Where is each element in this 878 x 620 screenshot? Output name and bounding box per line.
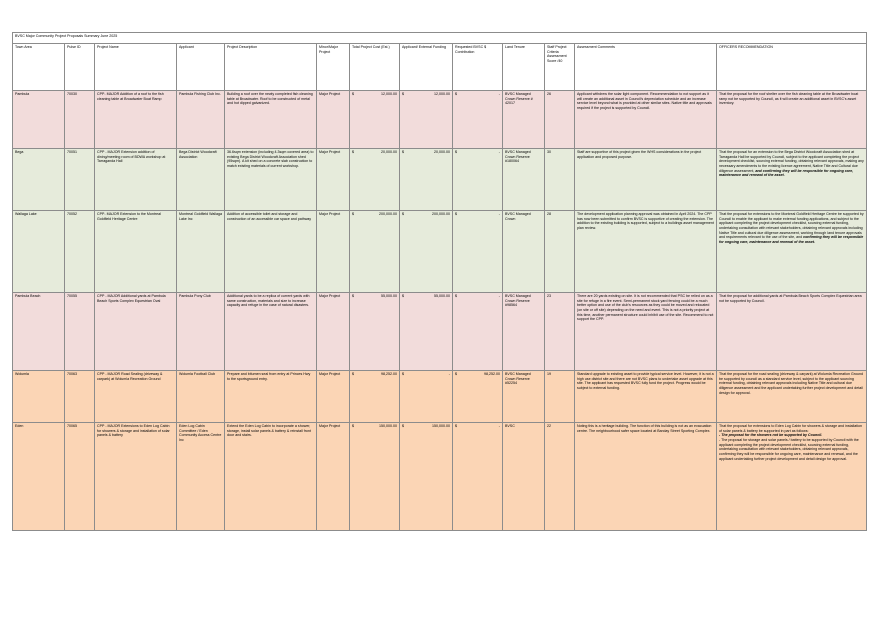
- cell-bvsc-contribution: [453, 149, 503, 211]
- table-row[interactable]: [13, 211, 867, 293]
- column-header-officers-recommendation: OFFICERS RECOMMENDATION: [717, 44, 867, 91]
- cell-assessment-comments: Staff are supportive of this project given the WHS considerations in the project application and proposed purpose.: [575, 149, 717, 211]
- cell-bvsc-contribution-symbol: $: [455, 372, 457, 376]
- cell-land-tenure: BVSC Managed Crown Reserve #98564: [503, 293, 545, 371]
- cell-applicant: Pambula Pony Club: [177, 293, 225, 371]
- table-body: [13, 91, 867, 531]
- cell-minor-major: Major Project: [317, 423, 350, 531]
- table-row[interactable]: [13, 293, 867, 371]
- column-header-bvsc-contribution: Requested BVSC $ Contribution: [453, 44, 503, 91]
- cell-staff-score: 26: [545, 91, 575, 149]
- cell-total-cost-amount: 150,000.00: [379, 424, 397, 428]
- cell-land-tenure: BVSC Managed Crown Reserve #52254: [503, 371, 545, 423]
- cell-minor-major: Major Project: [317, 293, 350, 371]
- table-row[interactable]: [13, 149, 867, 211]
- cell-applicant: Montreal Goldfield Wallaga Lake Inc: [177, 211, 225, 293]
- cell-minor-major: Major Project: [317, 149, 350, 211]
- cell-total-cost-amount: 55,000.00: [381, 294, 397, 298]
- cell-pulse-id: 70030: [65, 91, 95, 149]
- cell-staff-score: 19: [545, 371, 575, 423]
- cell-external-funding-amount: 200,000.00: [432, 212, 450, 216]
- cell-town-area: Bega: [13, 149, 65, 211]
- cell-project-description: Prepare and bitumen seal from entry at Princes Hwy to the sportsground entry.: [225, 371, 317, 423]
- column-header-minor-major: Minor/Major Project: [317, 44, 350, 91]
- cell-town-area: Pambula: [13, 91, 65, 149]
- cell-bvsc-contribution-amount: -: [498, 212, 500, 216]
- recommendation-bullet-1: - The proposal for the showers not be supported by Council.: [719, 433, 823, 438]
- cell-external-funding-symbol: $: [402, 212, 404, 216]
- cell-external-funding: [400, 371, 453, 423]
- cell-bvsc-contribution-amount: -: [498, 150, 500, 154]
- cell-project-name: CPP- MAJOR Addition of a roof to the fish cleaning table at Broadwater Boat Ramp: [95, 91, 177, 149]
- cell-total-cost-symbol: $: [352, 372, 354, 376]
- cell-external-funding-amount: 150,000.00: [432, 424, 450, 428]
- cell-staff-score: 30: [545, 149, 575, 211]
- cell-total-cost-amount: 20,000.00: [381, 150, 397, 154]
- recommendation-text: That the proposal for extensions to the Montreal Goldfield Heritage Centre be supported by Council to enable the applicant to make external funding applications, and subject to the applicant completing the project development checklist, sourcing external funding, undertaking consultation with relevant stakeholders, obtaining relevant approvals including Native Title and cultural due diligence assessment, working through land tenure approvals and requirements relevant to the use of the site, and: [719, 212, 864, 240]
- cell-assessment-comments: Standard upgrade to existing asset to provide typical service level. However, it is not a high use district site and there are not BVSC plans to undertake asset upgrade at this site. The applicant has requested BVSC fully fund the project. Progress would be subject to external funding.: [575, 371, 717, 423]
- cell-pulse-id: 70065: [65, 423, 95, 531]
- cell-total-cost-symbol: $: [352, 212, 354, 216]
- cell-total-cost-symbol: $: [352, 424, 354, 428]
- cell-project-description: Addition of accessible toilet and storage and construction of an accessible car space and pathway: [225, 211, 317, 293]
- table-row[interactable]: [13, 371, 867, 423]
- recommendation-emphasis: confirming they will be responsible for ongoing care, maintenance and renewal of the asset.: [719, 235, 864, 245]
- column-header-staff-score: Staff Project Criteria Assessment Score /40: [545, 44, 575, 91]
- cell-bvsc-contribution-symbol: $: [455, 424, 457, 428]
- cell-applicant: Pambula Fishing Club Inc.: [177, 91, 225, 149]
- cell-external-funding-symbol: $: [402, 150, 404, 154]
- cell-officers-recommendation: That the proposal for the road sealing (driveway & carpark) at Wolumla Recreation Ground be supported by council as a standard service level, subject to the applicant sourcing external funding, obtaining relevant approvals including Native Title and cultural due diligence assessment and the applicant undertaking further project development and detail design for approval.: [717, 371, 867, 423]
- cell-pulse-id: 70063: [65, 371, 95, 423]
- cell-minor-major: Major Project: [317, 211, 350, 293]
- spreadsheet-sheet: [12, 32, 866, 531]
- cell-total-cost: [350, 293, 400, 371]
- cell-assessment-comments: Applicant withdrew the solar light component. Recommendation to not support as it will create an additional asset in Council's depreciation schedule and an increase service level beyond what is provided at other similar sites. Native title and approvals required if the project is supported by Council.: [575, 91, 717, 149]
- cell-total-cost-amount: 12,000.00: [381, 92, 397, 96]
- cell-external-funding: [400, 423, 453, 531]
- cell-project-name: CPP - MAJOR Extension addition of dining/meeting room of BDWA workshop at Tarraganda Hall: [95, 149, 177, 211]
- cell-assessment-comments: There are 20 yards existing on site. It is not recommended that PSC be relied on as a site for refuge in a fire event. Semi-permanent stock yard fencing could be a much better option and use of the club's resources as they could be moved and relocated (on site or off site) depending on the need and event. This is not a priority project at this time, another permanent structure could inhibit use of the site. Recommend to not support the CPP.: [575, 293, 717, 371]
- column-header-pulse-id: Pulse ID: [65, 44, 95, 91]
- cell-project-description: Additional yards to be a replica of current yards with same construction, materials and size to increase capacity and refuge in the case of natural disasters.: [225, 293, 317, 371]
- column-header-total-cost: Total Project Cost (Est.): [350, 44, 400, 91]
- cell-assessment-comments: The development application planning approval was obtained in April 2024. The CPP has now been submitted to confirm BVSC is supportive of creating the extension. The addition to the existing building is supported, subject to a buildings asset management plan review.: [575, 211, 717, 293]
- cell-staff-score: 22: [545, 423, 575, 531]
- cell-external-funding: [400, 91, 453, 149]
- cell-bvsc-contribution: [453, 423, 503, 531]
- cell-project-name: CPP- MAJOR Extension to the Montreal Goldfield Heritage Centre: [95, 211, 177, 293]
- cell-external-funding-amount: -: [448, 372, 450, 376]
- cell-bvsc-contribution-amount: -: [498, 92, 500, 96]
- cell-town-area: Wolumla: [13, 371, 65, 423]
- cell-total-cost: [350, 149, 400, 211]
- cell-project-description: Building a roof over the newly completed fish cleaning table at Broadwater. Roof to be constructed of metal and hot dipped galvanized.: [225, 91, 317, 149]
- cell-bvsc-contribution: [453, 293, 503, 371]
- cell-assessment-comments: Noting this is a heritage building. The function of this building is not as an evacuation centre. The neighbourhood safer space located at Barclay Street Sporting Complex.: [575, 423, 717, 531]
- cell-minor-major: Major Project: [317, 371, 350, 423]
- column-header-external-funding: Applicant/ External Funding: [400, 44, 453, 91]
- cell-staff-score: 23: [545, 293, 575, 371]
- proposals-table: [12, 32, 867, 531]
- cell-applicant: Wolumla Football Club: [177, 371, 225, 423]
- cell-bvsc-contribution-amount: 98,252.00: [484, 372, 500, 376]
- column-header-project-name: Project Name: [95, 44, 177, 91]
- cell-bvsc-contribution-amount: -: [498, 294, 500, 298]
- cell-officers-recommendation: That the proposal for additional yards at Pambula Beach Sports Complex Equestrian area not be supported by Council.: [717, 293, 867, 371]
- cell-pulse-id: 70052: [65, 211, 95, 293]
- cell-land-tenure: BVSC: [503, 423, 545, 531]
- cell-total-cost-amount: 98,252.00: [381, 372, 397, 376]
- cell-external-funding-symbol: $: [402, 424, 404, 428]
- cell-project-description: 36.6sqm extension (including 4.3sqm covered area) to existing Bega District Woodcraft Association shed (95sqm). A kit shed on a concrete slab construction to match existing materials of current workshop.: [225, 149, 317, 211]
- cell-external-funding-amount: 12,000.00: [434, 92, 450, 96]
- cell-pulse-id: 70055: [65, 293, 95, 371]
- cell-total-cost: [350, 371, 400, 423]
- cell-land-tenure: BVSC Managed Crown Reserve #180064: [503, 149, 545, 211]
- cell-applicant: Bega District Woodcraft Association: [177, 149, 225, 211]
- cell-bvsc-contribution-symbol: $: [455, 92, 457, 96]
- table-row[interactable]: [13, 91, 867, 149]
- cell-external-funding: [400, 149, 453, 211]
- column-header-applicant: Applicant: [177, 44, 225, 91]
- cell-total-cost-symbol: $: [352, 150, 354, 154]
- cell-external-funding-amount: 20,000.00: [434, 150, 450, 154]
- cell-external-funding-symbol: $: [402, 92, 404, 96]
- column-header-land-tenure: Land Tenure: [503, 44, 545, 91]
- cell-external-funding-symbol: $: [402, 294, 404, 298]
- column-header-assessment-comments: Assessment Comments: [575, 44, 717, 91]
- cell-total-cost: [350, 423, 400, 531]
- cell-officers-recommendation: That the proposal for the roof shelter over the fish cleaning table at the Broadwater boat ramp not be supported by Council, as it will create an additional asset in BVSC's asset inventory.: [717, 91, 867, 149]
- cell-bvsc-contribution-symbol: $: [455, 150, 457, 154]
- cell-bvsc-contribution-symbol: $: [455, 294, 457, 298]
- cell-land-tenure: BVSC Managed Crown: [503, 211, 545, 293]
- cell-pulse-id: 70051: [65, 149, 95, 211]
- cell-applicant: Eden Log Cabin Committee / Eden Community Access Centre Inc: [177, 423, 225, 531]
- document-title-row: [13, 33, 867, 44]
- cell-bvsc-contribution: [453, 371, 503, 423]
- cell-bvsc-contribution: [453, 211, 503, 293]
- table-row[interactable]: [13, 423, 867, 531]
- cell-officers-recommendation: [717, 211, 867, 293]
- column-header-town-area: Town Area: [13, 44, 65, 91]
- document-title: BVSC Major Community Project Proposals Summary June 2025: [13, 33, 867, 44]
- cell-project-name: CPP - MAJOR Additional yards at Pambula Beach Sports Complex Equestrian Oval: [95, 293, 177, 371]
- cell-town-area: Pambula Beach: [13, 293, 65, 371]
- recommendation-text: That the proposal for an extension to the Bega District Woodcraft Association shed at Tarraganda Hall be supported by Council, subject to the applicant completing the project development checklist, sourcing external funding, obtaining relevant approvals, making any necessary amendments to the existing licence agreement, Native Title and Cultural due diligence assessment,: [719, 150, 864, 173]
- cell-external-funding-symbol: $: [402, 372, 404, 376]
- cell-project-name: CPP - MAJOR Road Sealing (driveway & carpark) at Wolumla Recreation Ground: [95, 371, 177, 423]
- cell-town-area: Wallaga Lake: [13, 211, 65, 293]
- cell-land-tenure: BVSC Managed Crown Reserve # 42017: [503, 91, 545, 149]
- cell-bvsc-contribution-symbol: $: [455, 212, 457, 216]
- recommendation-bullet-2: - The proposal for storage and solar panels / battery to be supported by Council with the applicant completing the project development checklist, sourcing external funding, undertaking consultation with relevant stakeholders, obtaining relevant approvals, confirming they will be responsible for ongoing care, maintenance and renewal, and the applicant undertaking further project development and detail design for approval.: [719, 438, 859, 461]
- cell-officers-recommendation: [717, 423, 867, 531]
- table-header-row: [13, 44, 867, 91]
- cell-minor-major: Major Project: [317, 91, 350, 149]
- recommendation-text: That the proposal for extensions to Eden Log Cabin for showers & storage and installation of solar panels & battery be supported in part as follows:: [719, 424, 863, 433]
- cell-town-area: Eden: [13, 423, 65, 531]
- cell-total-cost-amount: 200,000.00: [379, 212, 397, 216]
- cell-total-cost-symbol: $: [352, 294, 354, 298]
- cell-external-funding: [400, 293, 453, 371]
- cell-external-funding-amount: 55,000.00: [434, 294, 450, 298]
- cell-total-cost-symbol: $: [352, 92, 354, 96]
- recommendation-emphasis: and confirming they will be responsible for ongoing care, maintenance and renewal of the asset.: [719, 168, 854, 178]
- cell-project-description: Extend the Eden Log Cabin to incorporate a shower, storage, install solar panels & battery & reinstall front door and stairs.: [225, 423, 317, 531]
- cell-bvsc-contribution: [453, 91, 503, 149]
- cell-officers-recommendation: [717, 149, 867, 211]
- column-header-project-description: Project Description: [225, 44, 317, 91]
- cell-external-funding: [400, 211, 453, 293]
- cell-bvsc-contribution-amount: -: [498, 424, 500, 428]
- cell-staff-score: 28: [545, 211, 575, 293]
- cell-total-cost: [350, 211, 400, 293]
- cell-total-cost: [350, 91, 400, 149]
- cell-project-name: CPP - MAJOR Extensions to Eden Log Cabin for showers & storage and installation of solar panels & battery: [95, 423, 177, 531]
